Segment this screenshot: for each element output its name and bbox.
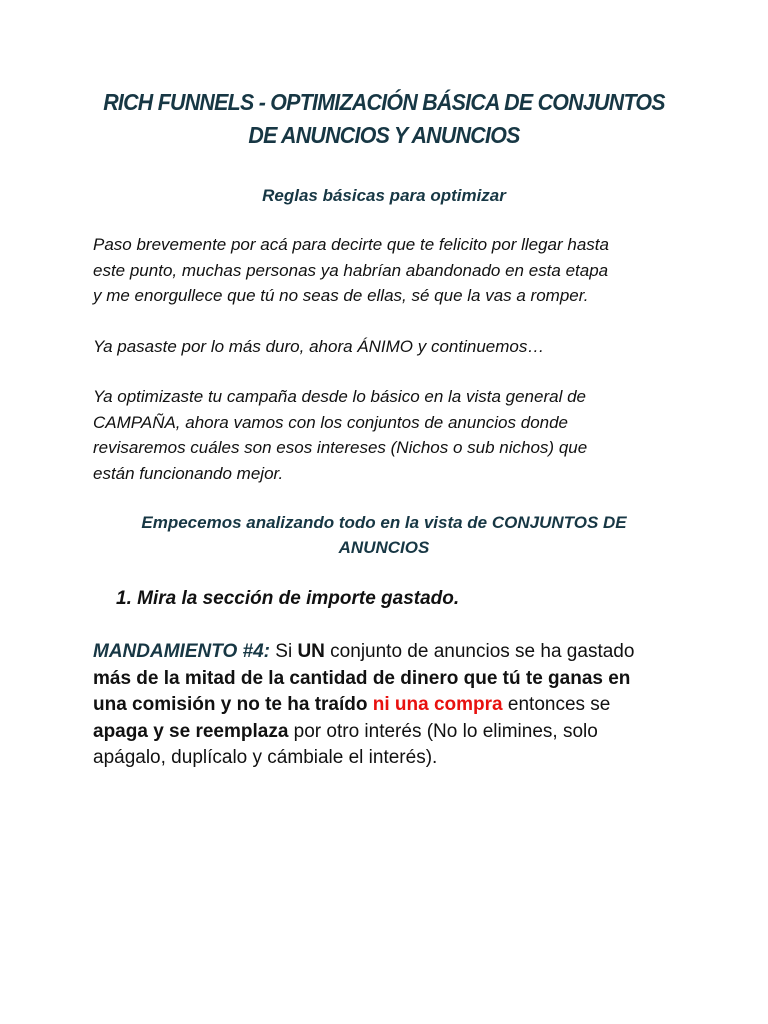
mandamiento-emphasis: apaga y se reemplaza <box>93 720 289 742</box>
intro-paragraph <box>93 232 683 309</box>
mandamiento-emphasis: una comisión y no te ha traído <box>93 694 373 715</box>
mandamiento-line <box>93 719 683 746</box>
section-heading-line: Empecemos analizando todo en la vista de CONJUNTOS DE <box>141 513 627 532</box>
paragraph-line: revisaremos cuáles son esos intereses (Nichos o sub nichos) que <box>93 438 588 457</box>
section-heading-line: ANUNCIOS <box>338 538 430 557</box>
paragraph-line: Paso brevemente por acá para decirte que te felicito por llegar hasta <box>93 235 609 254</box>
encouragement-paragraph <box>93 334 683 360</box>
paragraph-line: y me enorgullece que tú no seas de ellas, sé que la vas a romper. <box>93 286 589 305</box>
paragraph-line: Ya optimizaste tu campaña desde lo básico en la vista general de <box>93 387 586 406</box>
mandamiento-label: MANDAMIENTO #4: <box>93 641 270 662</box>
mandamiento-text: por otro interés (No lo elimines, solo <box>288 720 598 742</box>
mandamiento-line <box>93 666 683 693</box>
mandamiento-line <box>93 745 683 772</box>
document-title <box>83 86 686 152</box>
numbered-list-item <box>116 586 459 612</box>
mandamiento-highlight: ni una compra <box>372 694 503 715</box>
mandamiento-emphasis: UN <box>297 641 325 662</box>
list-number: 1. <box>116 588 132 609</box>
document-subtitle: Reglas básicas para optimizar <box>262 186 506 205</box>
mandamiento-text: apágalo, duplícalo y cámbiale el interés). <box>93 747 438 768</box>
mandamiento-line <box>93 639 683 666</box>
paragraph-line: Ya pasaste por lo más duro, ahora ÁNIMO y continuemos… <box>93 337 545 356</box>
mandamiento-text: entonces se <box>502 694 611 715</box>
context-paragraph <box>93 384 683 486</box>
list-text: Mira la sección de importe gastado. <box>137 588 460 609</box>
section-heading <box>100 510 668 560</box>
paragraph-line: CAMPAÑA, ahora vamos con los conjuntos de anuncios donde <box>93 412 569 432</box>
mandamiento-text: Si <box>270 641 298 662</box>
title-line: DE ANUNCIOS Y ANUNCIOS <box>248 122 520 148</box>
paragraph-line: este punto, muchas personas ya habrían abandonado en esta etapa <box>93 260 609 280</box>
paragraph-line: están funcionando mejor. <box>93 463 284 483</box>
title-line: RICH FUNNELS - OPTIMIZACIÓN BÁSICA DE CONJUNTOS <box>103 89 665 115</box>
mandamiento-emphasis: más de la mitad de la cantidad de dinero que tú te ganas en <box>93 667 631 689</box>
mandamiento-paragraph <box>93 639 683 772</box>
mandamiento-text: conjunto de anuncios se ha gastado <box>324 641 635 662</box>
mandamiento-line <box>93 692 683 719</box>
